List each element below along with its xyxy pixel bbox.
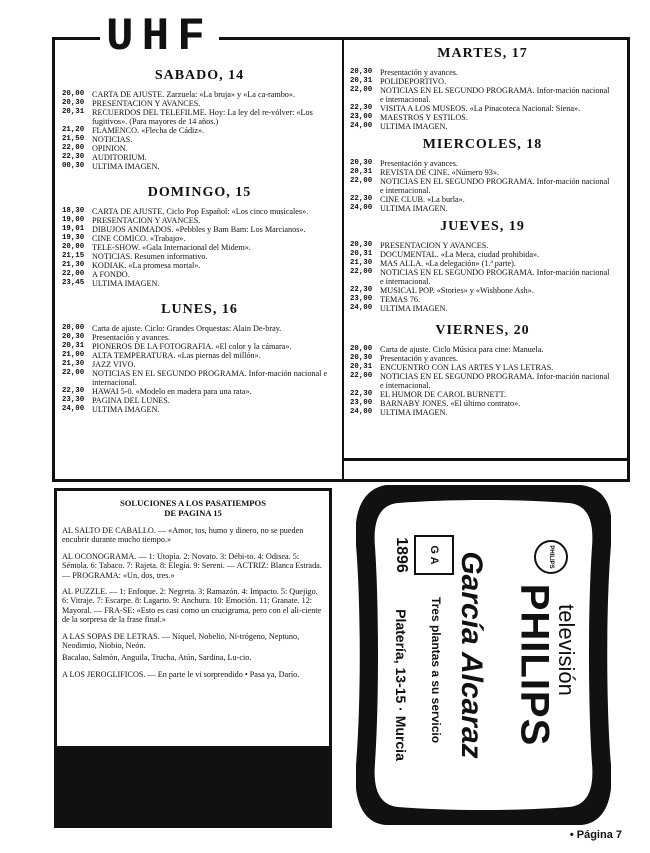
program-row (62, 369, 337, 387)
program-time: 00,30 (62, 162, 85, 170)
program-row (62, 351, 337, 360)
program-title: NOTICIAS EN EL SEGUNDO PROGRAMA. Infor-mación nacional e internacional. (92, 369, 328, 387)
program-row (62, 99, 337, 108)
program-title: PAGINA DEL LUNES. (92, 396, 170, 405)
program-row (62, 396, 337, 405)
program-time: 21,30 (62, 360, 85, 368)
solutions-title-line1: SOLUCIONES A LOS PASATIEMPOS (119, 498, 267, 508)
program-title: HAWAI 5-0. «Modelo en madera para una rata». (92, 387, 252, 396)
program-time: 20,30 (350, 68, 373, 76)
program-row (350, 68, 615, 77)
day-heading: SABADO, 14 (154, 68, 245, 83)
program-title: NOTICIAS EN EL SEGUNDO PROGRAMA. Infor-mación nacional e internacional. (380, 268, 610, 286)
program-time: 24,00 (350, 122, 373, 130)
program-title: ULTIMA IMAGEN. (380, 204, 448, 213)
program-title: EL HUMOR DE CAROL BURNETT. (380, 390, 506, 399)
ad-year: 1896 (393, 537, 410, 573)
dealer-logo-icon (414, 535, 454, 575)
program-row (350, 241, 615, 250)
ad-line-television: televisión (554, 604, 579, 696)
program-time: 22,30 (350, 390, 373, 398)
program-row (62, 279, 337, 288)
program-row (350, 168, 615, 177)
program-time: 21,30 (350, 259, 373, 267)
program-time: 23,45 (62, 279, 85, 287)
program-title: AUDITORIUM. (92, 153, 147, 162)
program-row (62, 234, 337, 243)
solutions-title-line2: DE PAGINA 15 (164, 508, 222, 518)
program-title: CARTA DE AJUSTE. Zarzuela: «La bruja» y «La ca-rambo». (92, 90, 296, 99)
program-row (62, 243, 337, 252)
program-time: 20,00 (62, 324, 85, 332)
right-column (350, 44, 615, 417)
program-row (350, 250, 615, 259)
program-title: Carta de ajuste. Ciclo Música para cine: Manuela. (380, 345, 544, 354)
program-title: Presentación y avances. (380, 68, 458, 77)
program-title: VISITA A LOS MUSEOS. «La Pinacoteca Nacional: Siena». (380, 104, 581, 113)
program-row (350, 259, 615, 268)
solution-paragraph: Bacalao, Salmón, Anguila, Trucha, Atún, Sardina, Lu-cio. (62, 653, 252, 663)
program-row (350, 372, 615, 390)
program-row (350, 195, 615, 204)
day-heading: MIERCOLES, 18 (422, 137, 543, 152)
program-time: 22,30 (350, 286, 373, 294)
program-row (350, 104, 615, 113)
program-row (62, 207, 337, 216)
program-row (350, 122, 615, 131)
philips-logo-icon (534, 540, 568, 574)
program-time: 22,30 (62, 153, 85, 161)
program-row (350, 399, 615, 408)
program-time: 19,30 (62, 234, 85, 242)
program-time: 20,30 (350, 354, 373, 362)
program-time: 20,30 (350, 159, 373, 167)
program-title: ALTA TEMPERATURA. «Las piernas del millón». (92, 351, 261, 360)
program-title: DOCUMENTAL. «La Meca, ciudad prohibida». (380, 250, 540, 259)
program-title: A FONDO. (92, 270, 130, 279)
black-bar (54, 746, 332, 828)
program-row (350, 86, 615, 104)
program-title: BARNABY JONES. «El último contrato». (380, 399, 521, 408)
solutions-title (62, 498, 324, 518)
program-row (62, 342, 337, 351)
program-title: DIBUJOS ANIMADOS. «Pebbles y Bam Bam: Los Marcianos». (92, 225, 306, 234)
program-title: JAZZ VIVO. (92, 360, 136, 369)
program-title: CARTA DE AJUSTE. Ciclo Pop Español: «Los cinco musicales». (92, 207, 309, 216)
day-heading: VIERNES, 20 (435, 323, 530, 338)
program-title: NOTICIAS EN EL SEGUNDO PROGRAMA. Infor-mación nacional e internacional. (380, 86, 610, 104)
program-title: OPINION. (92, 144, 128, 153)
program-title: FLAMENCO. «Flecha de Cádiz». (92, 126, 205, 135)
program-title: MAS ALLA. «La delegación» (1.ª parte). (380, 259, 516, 268)
program-time: 22,00 (350, 372, 373, 380)
program-row (62, 225, 337, 234)
program-row (350, 345, 615, 354)
program-time: 22,00 (62, 270, 85, 278)
program-time: 21,50 (62, 135, 85, 143)
solution-paragraph: AL SALTO DE CABALLO. — «Amor, tos, humo y dinero, no se pueden encubrir durante mucho tiempo.» (62, 526, 304, 545)
program-time: 21,30 (62, 261, 85, 269)
program-time: 24,00 (62, 405, 85, 413)
solutions-column (62, 498, 324, 686)
program-row (350, 159, 615, 168)
solution-paragraph: A LOS JEROGLIFICOS. — En parte le vi sorprendido • Pasa ya, Darío. (62, 669, 300, 679)
program-title: ENCUENTRO CON LAS ARTES Y LAS LETRAS. (380, 363, 554, 372)
program-row (350, 204, 615, 213)
program-row (350, 77, 615, 86)
program-time: 22,00 (350, 177, 373, 185)
program-row (350, 390, 615, 399)
program-row (62, 270, 337, 279)
program-title: NOTICIAS EN EL SEGUNDO PROGRAMA. Infor-mación nacional e internacional. (380, 372, 610, 390)
program-row (62, 126, 337, 135)
day-heading: JUEVES, 19 (440, 219, 525, 234)
ad-dealer-name: García Alcaraz (455, 551, 488, 759)
philips-logo-text: PHILIPS (548, 545, 554, 569)
program-title: ULTIMA IMAGEN. (92, 162, 160, 171)
program-time: 22,30 (62, 387, 85, 395)
program-row (62, 216, 337, 225)
solution-paragraph: A LAS SOPAS DE LETRAS. — Níquel, Nobelio, Ni-trógeno, Neptuno, Neodimio, Niobio, Neón. (62, 631, 300, 651)
day-heading: LUNES, 16 (161, 302, 238, 317)
program-row (62, 261, 337, 270)
program-title: ULTIMA IMAGEN. (380, 304, 448, 313)
program-time: 19,00 (62, 216, 85, 224)
program-time: 20,00 (62, 90, 85, 98)
program-row (62, 333, 337, 342)
program-time: 19,01 (62, 225, 85, 233)
program-time: 24,00 (350, 408, 373, 416)
program-time: 21,00 (62, 351, 85, 359)
program-time: 20,00 (62, 243, 85, 251)
program-title: MUSICAL POP. «Stories» y «Wishbone Ash». (380, 286, 534, 295)
program-time: 20,31 (350, 363, 373, 371)
ad-line-philips: PHILIPS (512, 583, 557, 747)
program-time: 22,00 (350, 86, 373, 94)
program-row (350, 286, 615, 295)
program-title: NOTICIAS. Resumen informativo. (92, 252, 208, 261)
ad-address: Platería, 13-15 · Murcia (393, 609, 409, 761)
philips-advertisement (356, 485, 611, 825)
program-time: 20,00 (350, 345, 373, 353)
solution-paragraph: AL OCONOGRAMA. — 1: Utopía. 2: Novato. 3: Débi-to. 4: Odisea. 5: Sémola. 6: Tabaco. 7: Rajeta. 8: Elegía. 9: Sereni. — ACTRIZ: Blanca Estrada. — PROGRAMA: «Un, dos, tres.» (62, 551, 322, 580)
program-row (350, 177, 615, 195)
program-time: 20,31 (350, 250, 373, 258)
program-time: 20,31 (350, 77, 373, 85)
program-row (62, 135, 337, 144)
program-time: 22,00 (62, 369, 85, 377)
program-row (62, 90, 337, 99)
program-row (350, 363, 615, 372)
day-heading: MARTES, 17 (437, 46, 528, 61)
program-time: 20,30 (62, 99, 85, 107)
uhf-title: UHF (100, 14, 219, 60)
program-row (62, 405, 337, 414)
program-time: 23,00 (350, 113, 373, 121)
column-divider (342, 40, 344, 480)
program-row (62, 324, 337, 333)
page-number: • Página 7 (569, 829, 622, 841)
program-title: Carta de ajuste. Ciclo: Grandes Orquestas: Alain De-bray. (92, 324, 282, 333)
program-time: 24,00 (350, 304, 373, 312)
program-title: REVISTA DE CINE. «Número 93». (380, 168, 499, 177)
program-time: 24,00 (350, 204, 373, 212)
program-time: 20,31 (350, 168, 373, 176)
program-time: 23,00 (350, 399, 373, 407)
program-time: 22,30 (350, 195, 373, 203)
program-title: ULTIMA IMAGEN. (380, 122, 448, 131)
program-row (350, 304, 615, 313)
program-row (350, 295, 615, 304)
program-title: Presentación y avances. (92, 333, 170, 342)
program-time: 20,31 (62, 108, 85, 116)
left-column (62, 62, 337, 414)
program-time: 20,30 (62, 333, 85, 341)
program-title: Presentación y avances. (380, 354, 458, 363)
day-heading: DOMINGO, 15 (147, 185, 252, 200)
right-box-rule (344, 458, 630, 461)
program-title: Presentación y avances. (380, 159, 458, 168)
program-row (62, 162, 337, 171)
program-title: ULTIMA IMAGEN. (92, 279, 160, 288)
program-time: 18,30 (62, 207, 85, 215)
program-time: 22,00 (350, 268, 373, 276)
program-time: 22,00 (62, 144, 85, 152)
program-time: 23,30 (62, 396, 85, 404)
program-row (62, 252, 337, 261)
program-title: TELE-SHOW. «Gala Internacional del Midem». (92, 243, 251, 252)
program-title: RECUERDOS DEL TELEFILME. Hoy: La ley del re-vólver: «Los fugitivos». (Para mayores de 14 años.) (92, 108, 313, 126)
program-title: MAESTROS Y ESTILOS. (380, 113, 468, 122)
program-row (350, 268, 615, 286)
program-time: 21,20 (62, 126, 85, 134)
program-title: PIONEROS DE LA FOTOGRAFIA. «El color y la cámara». (92, 342, 292, 351)
program-row (62, 153, 337, 162)
program-title: KODIAK. «La promesa mortal». (92, 261, 201, 270)
program-time: 22,30 (350, 104, 373, 112)
ad-slogan: Tres plantas a su servicio (429, 596, 443, 744)
program-time: 20,30 (350, 241, 373, 249)
program-row (62, 360, 337, 369)
program-time: 23,00 (350, 295, 373, 303)
solution-paragraph: AL PUZZLE. — 1: Enfoque. 2: Negreta. 3: Ramazón. 4: Impacto. 5: Quejigo. 6: Vitraje. 7: Escarpe. 8: Lagarto. 9: Anchura. 10: Emoción. 11: Granate. 12: Mayoral. — FRA-SE: «Esto es casi como un crucigrama, pero con el ali-ciente de la sorpresa de la frase final.» (62, 587, 322, 625)
solutions-paragraphs (62, 526, 324, 679)
program-time: 20,31 (62, 342, 85, 350)
program-title: ULTIMA IMAGEN. (380, 408, 448, 417)
program-title: PRESENTACION Y AVANCES. (380, 241, 489, 250)
program-row (62, 144, 337, 153)
program-row (350, 354, 615, 363)
program-title: NOTICIAS EN EL SEGUNDO PROGRAMA. Infor-mación nacional e internacional. (380, 177, 610, 195)
program-title: POLIDEPORTIVO. (380, 77, 447, 86)
program-title: TEMAS 76. (380, 295, 421, 304)
program-time: 21,15 (62, 252, 85, 260)
program-title: CINE COMICO. «Trabajo». (92, 234, 186, 243)
program-title: PRESENTACION Y AVANCES. (92, 99, 201, 108)
program-title: ULTIMA IMAGEN. (92, 405, 160, 414)
dealer-logo-text: G A (428, 545, 440, 565)
program-title: NOTICIAS. (92, 135, 133, 144)
program-title: PRESENTACION Y AVANCES. (92, 216, 201, 225)
program-row (62, 108, 337, 126)
program-row (350, 113, 615, 122)
program-row (350, 408, 615, 417)
program-title: CINE CLUB. «La burla». (380, 195, 465, 204)
program-row (62, 387, 337, 396)
